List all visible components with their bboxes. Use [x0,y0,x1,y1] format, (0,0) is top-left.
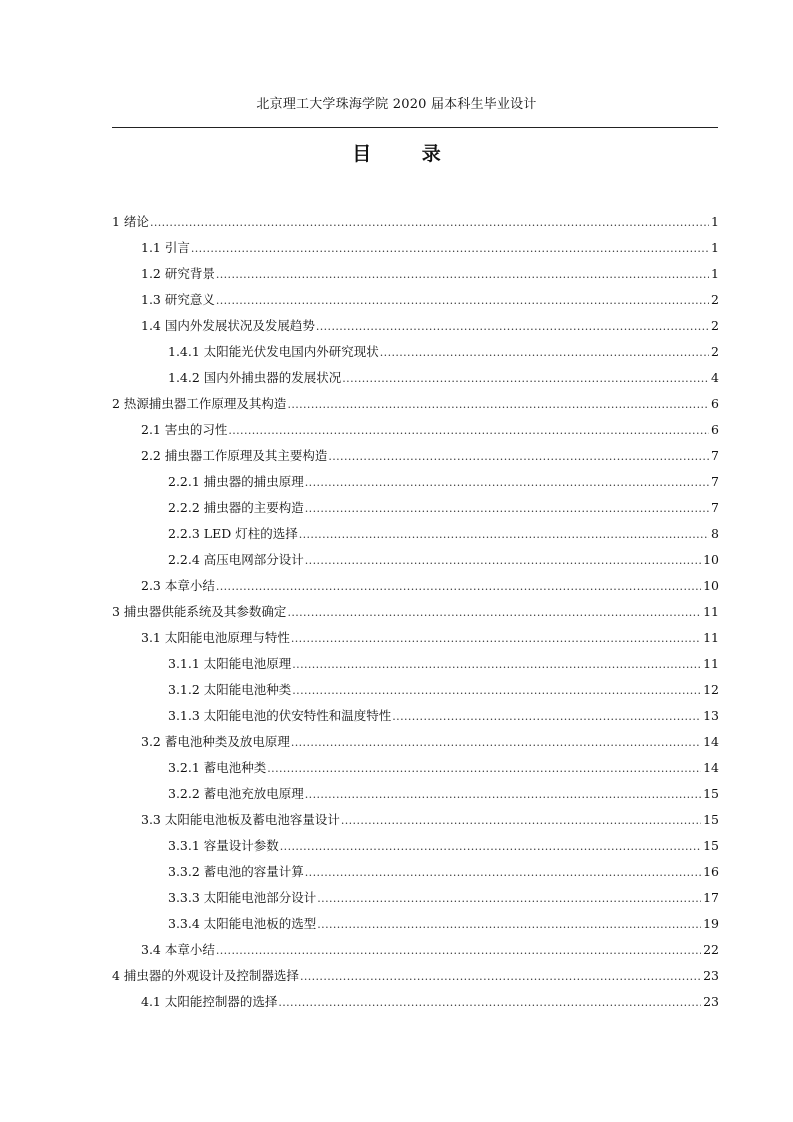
toc-entry-page: 2 [711,292,719,307]
toc-entry-page: 1 [711,214,719,229]
toc-entry-label: 3.3 太阳能电池板及蓄电池容量设计 [141,812,340,827]
toc-entry-page: 15 [703,812,719,827]
table-of-contents [112,212,719,1018]
toc-leader-dots [317,916,701,931]
toc-entry[interactable] [112,784,719,810]
toc-entry-label: 3.3.1 容量设计参数 [168,838,279,853]
toc-entry-page: 12 [703,682,719,697]
toc-leader-dots [191,240,709,255]
toc-entry-label: 3.3.4 太阳能电池板的选型 [168,916,317,931]
toc-entry[interactable] [112,264,719,290]
toc-entry-page: 23 [703,968,719,983]
toc-entry[interactable] [112,394,719,420]
toc-entry-label: 1.4.1 太阳能光伏发电国内外研究现状 [168,344,379,359]
toc-leader-dots [216,292,709,307]
toc-entry-page: 11 [703,604,719,619]
toc-entry[interactable] [112,706,719,732]
toc-entry-page: 16 [703,864,719,879]
toc-leader-dots [317,890,701,905]
toc-entry-label: 2.2.3 LED 灯柱的选择 [168,526,298,541]
toc-leader-dots [292,656,701,671]
toc-entry[interactable] [112,524,719,550]
toc-leader-dots [316,318,709,333]
toc-leader-dots [300,968,701,983]
toc-entry[interactable] [112,732,719,758]
toc-entry-page: 15 [703,786,719,801]
toc-entry[interactable] [112,940,719,966]
toc-entry-label: 4.1 太阳能控制器的选择 [141,994,278,1009]
toc-entry[interactable] [112,446,719,472]
toc-leader-dots [280,838,701,853]
toc-entry-page: 7 [711,500,719,515]
toc-entry[interactable] [112,576,719,602]
toc-entry-label: 2.2.4 高压电网部分设计 [168,552,304,567]
toc-entry[interactable] [112,498,719,524]
toc-entry[interactable] [112,680,719,706]
toc-entry[interactable] [112,654,719,680]
toc-entry-label: 3 捕虫器供能系统及其参数确定 [112,604,287,619]
toc-entry-page: 10 [703,552,719,567]
toc-entry-page: 1 [711,240,719,255]
toc-entry[interactable] [112,810,719,836]
toc-entry-page: 7 [711,448,719,463]
toc-entry-label: 3.1 太阳能电池原理与特性 [141,630,290,645]
toc-entry-label: 2.1 害虫的习性 [141,422,228,437]
toc-entry-page: 15 [703,838,719,853]
toc-entry[interactable] [112,628,719,654]
toc-entry-label: 3.2 蓄电池种类及放电原理 [141,734,290,749]
toc-entry[interactable] [112,836,719,862]
toc-entry-page: 6 [711,396,719,411]
toc-entry[interactable] [112,888,719,914]
toc-leader-dots [342,370,709,385]
toc-entry[interactable] [112,316,719,342]
toc-entry[interactable] [112,550,719,576]
toc-entry-label: 3.4 本章小结 [141,942,215,957]
toc-leader-dots [305,786,701,801]
toc-entry-label: 2.3 本章小结 [141,578,215,593]
toc-entry-label: 3.2.1 蓄电池种类 [168,760,267,775]
toc-leader-dots [380,344,709,359]
toc-entry-page: 2 [711,318,719,333]
page-header: 北京理工大学珠海学院 2020 届本科生毕业设计 [256,97,537,112]
toc-leader-dots [267,760,701,775]
toc-entry-label: 3.1.2 太阳能电池种类 [168,682,292,697]
toc-leader-dots [278,994,701,1009]
toc-entry-label: 4 捕虫器的外观设计及控制器选择 [112,968,299,983]
toc-entry-label: 1.3 研究意义 [141,292,215,307]
page-title: 目 录 [352,143,463,165]
toc-leader-dots [292,682,701,697]
toc-leader-dots [216,266,709,281]
toc-entry-page: 17 [703,890,719,905]
toc-leader-dots [305,552,701,567]
toc-entry[interactable] [112,212,719,238]
toc-entry-page: 11 [703,656,719,671]
toc-entry[interactable] [112,238,719,264]
toc-entry-page: 10 [703,578,719,593]
toc-entry[interactable] [112,602,719,628]
toc-entry-label: 2.2 捕虫器工作原理及其主要构造 [141,448,328,463]
toc-entry-label: 3.3.2 蓄电池的容量计算 [168,864,304,879]
toc-leader-dots [150,214,709,229]
toc-leader-dots [216,942,701,957]
toc-leader-dots [305,474,709,489]
toc-entry[interactable] [112,862,719,888]
toc-entry-page: 8 [711,526,719,541]
toc-leader-dots [287,604,701,619]
toc-entry-page: 4 [711,370,719,385]
toc-leader-dots [228,422,709,437]
toc-entry-page: 11 [703,630,719,645]
toc-leader-dots [291,734,701,749]
toc-entry-label: 3.1.3 太阳能电池的伏安特性和温度特性 [168,708,392,723]
toc-entry-page: 19 [703,916,719,931]
toc-leader-dots [216,578,701,593]
toc-entry[interactable] [112,992,719,1018]
toc-entry-label: 1.4 国内外发展状况及发展趋势 [141,318,315,333]
toc-leader-dots [291,630,701,645]
toc-leader-dots [299,526,709,541]
toc-entry[interactable] [112,342,719,368]
toc-entry-page: 7 [711,474,719,489]
toc-entry[interactable] [112,290,719,316]
toc-entry-page: 2 [711,344,719,359]
toc-leader-dots [287,396,709,411]
toc-leader-dots [305,864,701,879]
toc-entry-page: 6 [711,422,719,437]
toc-leader-dots [305,500,709,515]
toc-entry[interactable] [112,966,719,992]
toc-entry-page: 14 [703,760,719,775]
header-rule [112,127,718,128]
toc-entry-label: 3.2.2 蓄电池充放电原理 [168,786,304,801]
toc-entry-label: 3.1.1 太阳能电池原理 [168,656,292,671]
toc-entry-label: 3.3.3 太阳能电池部分设计 [168,890,317,905]
toc-entry[interactable] [112,914,719,940]
toc-entry-page: 14 [703,734,719,749]
toc-entry-label: 1.4.2 国内外捕虫器的发展状况 [168,370,342,385]
toc-leader-dots [392,708,701,723]
toc-entry-label: 2.2.2 捕虫器的主要构造 [168,500,304,515]
toc-entry-page: 22 [703,942,719,957]
toc-leader-dots [328,448,709,463]
toc-entry-page: 1 [711,266,719,281]
toc-entry[interactable] [112,472,719,498]
toc-entry-page: 23 [703,994,719,1009]
toc-entry-label: 2.2.1 捕虫器的捕虫原理 [168,474,304,489]
toc-entry-label: 1.2 研究背景 [141,266,215,281]
toc-entry-label: 1.1 引言 [141,240,190,255]
toc-entry-label: 1 绪论 [112,214,149,229]
toc-entry[interactable] [112,368,719,394]
toc-entry[interactable] [112,420,719,446]
toc-entry-label: 2 热源捕虫器工作原理及其构造 [112,396,287,411]
toc-entry-page: 13 [703,708,719,723]
toc-entry[interactable] [112,758,719,784]
toc-leader-dots [341,812,701,827]
